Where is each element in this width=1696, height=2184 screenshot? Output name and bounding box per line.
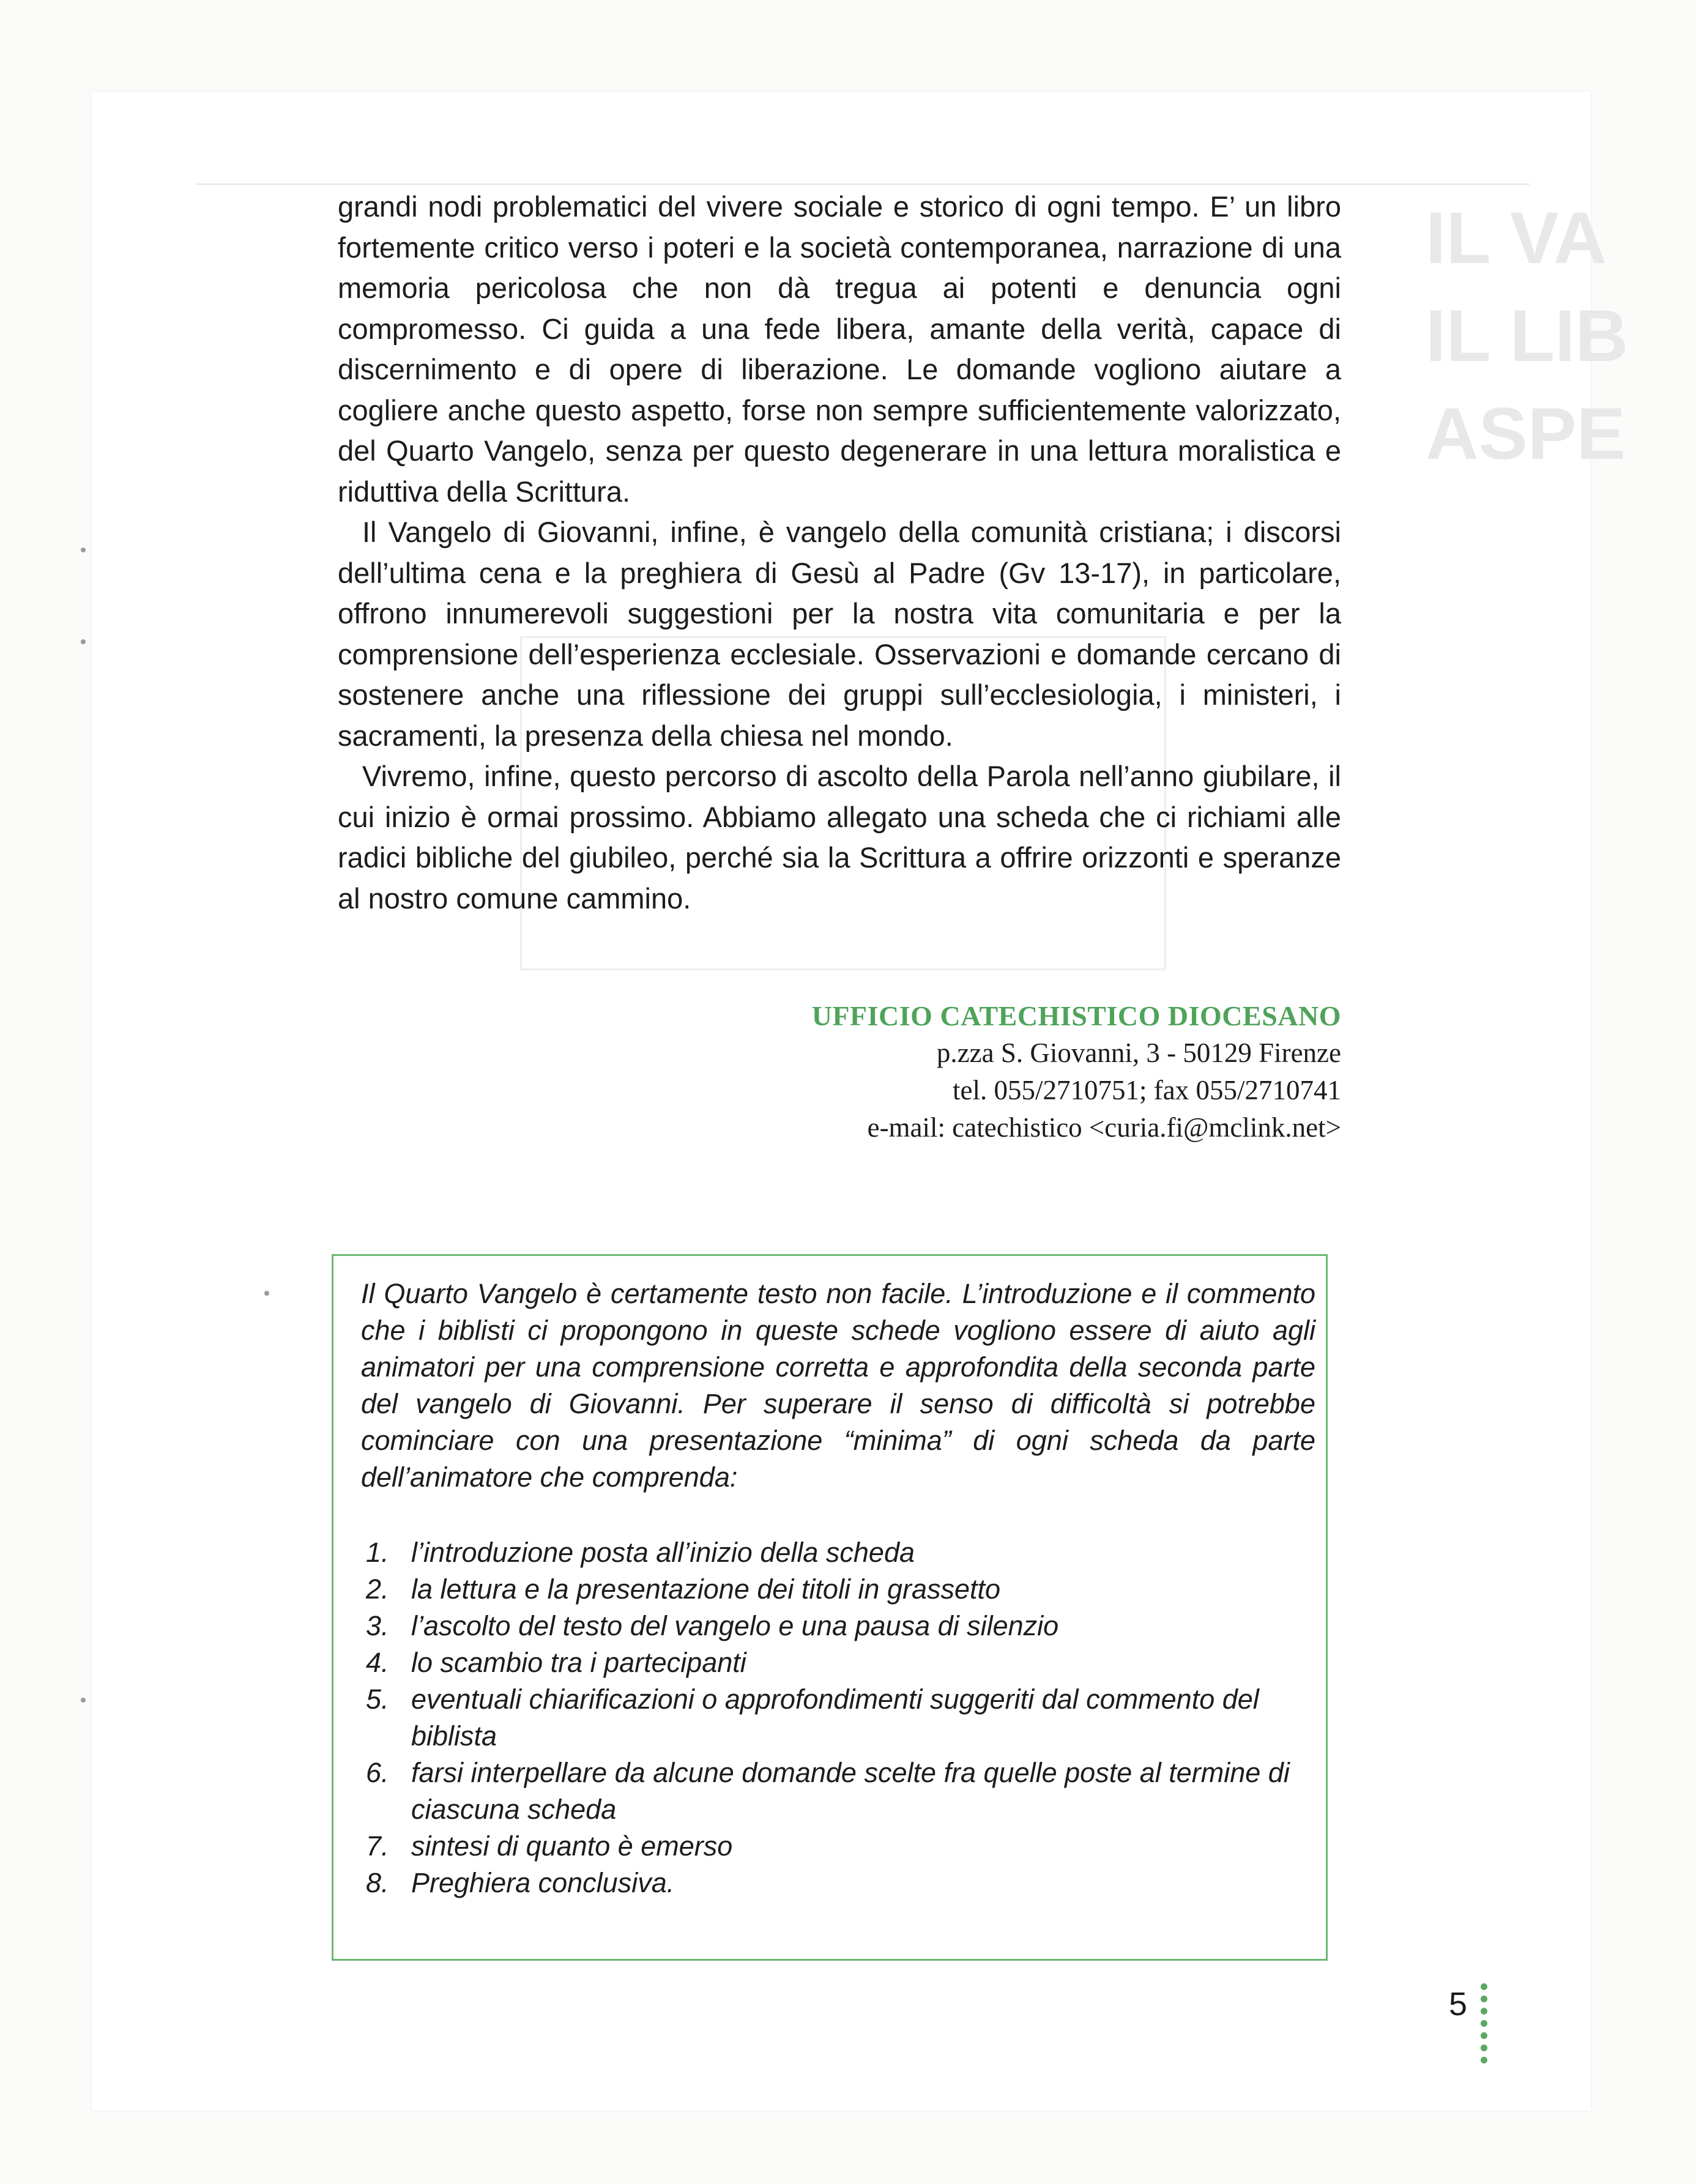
step-number: 2.: [366, 1573, 389, 1605]
step-text: farsi interpellare da alcune domande scelte fra quelle poste al termine di ciascuna scheda: [411, 1757, 1290, 1825]
scan-speck: [81, 1698, 86, 1703]
list-item: [361, 1534, 1315, 1571]
note-intro: Il Quarto Vangelo è certamente testo non facile. L’introduzione e il commento che i biblisti ci propongono in queste schede vogliono essere di aiuto agli animatori per una comprensione corretta e approfondita della seconda parte del vangelo di Giovanni. Per superare il senso di difficoltà si potrebbe cominciare con una presentazione “minima” di ogni scheda da parte dell’animatore che comprenda:: [361, 1278, 1315, 1493]
list-item: [361, 1644, 1315, 1681]
step-number: 7.: [366, 1830, 389, 1862]
body-text: [338, 187, 1341, 919]
page-number: 5: [1449, 1986, 1468, 2022]
show-through-heading-1: IL VA: [1426, 197, 1607, 279]
scan-speck: [264, 1291, 269, 1296]
list-item: [361, 1608, 1315, 1644]
show-through-heading-2: IL LIB: [1426, 295, 1629, 377]
signature-block: [673, 997, 1341, 1146]
paragraph: Il Vangelo di Giovanni, infine, è vangelo della comunità cristiana; i discorsi dell’ultima cena e la preghiera di Gesù al Padre (Gv 13-17), in particolare, offrono innumerevoli suggestioni per la nostra vita comunitaria e per la comprensione dell’esperienza ecclesiale. Osservazioni e domande cercano di sostenere anche una riflessione dei gruppi sull’ecclesiologia, i ministeri, i sacramenti, la presenza della chiesa nel mondo.: [338, 516, 1341, 752]
step-text: la lettura e la presentazione dei titoli in grassetto: [411, 1573, 1001, 1605]
decorative-dots-icon: [1481, 1983, 1487, 2069]
list-item: [361, 1828, 1315, 1865]
email-address: e-mail: catechistico <curia.fi@mclink.net>: [867, 1112, 1341, 1143]
step-text: lo scambio tra i partecipanti: [411, 1647, 746, 1678]
list-item: [361, 1755, 1315, 1828]
step-number: 4.: [366, 1647, 389, 1678]
postal-address: p.zza S. Giovanni, 3 - 50129 Firenze: [936, 1038, 1341, 1068]
list-item: [361, 1681, 1315, 1755]
step-text: sintesi di quanto è emerso: [411, 1830, 733, 1862]
step-number: 3.: [366, 1610, 389, 1641]
step-number: 1.: [366, 1537, 389, 1568]
show-through-heading-3: ASPE: [1426, 393, 1626, 475]
step-number: 6.: [366, 1757, 389, 1788]
step-text: eventuali chiarificazioni o approfondimenti suggeriti dal commento del biblista: [411, 1684, 1259, 1751]
paragraph: grandi nodi problematici del vivere sociale e storico di ogni tempo. E’ un libro fortemente critico verso i poteri e la società contemporanea, narrazione di una memoria pericolosa che non dà tregua ai potenti e denuncia ogni compromesso. Ci guida a una fede libera, amante della verità, capace di discernimento e di opere di liberazione. Le domande vogliono aiutare a cogliere anche questo aspetto, forse non sempre sufficientemente valorizzato, del Quarto Vangelo, senza per questo degenerare in una lettura moralistica e riduttiva della Scrittura.: [338, 190, 1341, 508]
paragraph: Vivremo, infine, questo percorso di ascolto della Parola nell’anno giubilare, il cui inizio è ormai prossimo. Abbiamo allegato una scheda che ci richiami alle radici bibliche del giubileo, perché sia la Scrittura a offrire orizzonti e speranze al nostro comune cammino.: [338, 760, 1341, 915]
header-rule: [196, 184, 1530, 185]
step-text: Preghiera conclusiva.: [411, 1867, 675, 1898]
step-text: l’ascolto del testo del vangelo e una pausa di silenzio: [411, 1610, 1059, 1641]
phone-fax: tel. 055/2710751; fax 055/2710741: [953, 1075, 1341, 1105]
list-item: [361, 1571, 1315, 1608]
step-number: 5.: [366, 1684, 389, 1715]
list-item: [361, 1865, 1315, 1901]
scan-speck: [81, 548, 86, 552]
scan-speck: [81, 639, 86, 644]
step-number: 8.: [366, 1867, 389, 1898]
step-text: l’introduzione posta all’inizio della scheda: [411, 1537, 915, 1568]
steps-list: [361, 1534, 1315, 1901]
organization-name: UFFICIO CATECHISTICO DIOCESANO: [811, 1000, 1341, 1031]
